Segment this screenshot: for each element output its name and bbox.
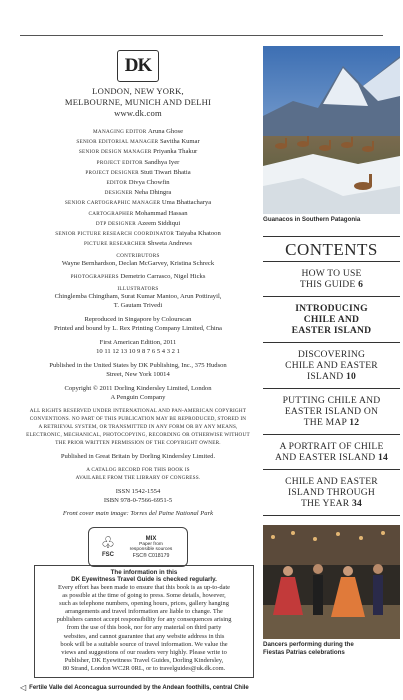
toc-item-line — [265, 268, 398, 279]
info-body-line: views and suggestions of our readers very highly. Please write to — [61, 648, 227, 656]
imprint-column — [22, 44, 254, 573]
toc-page-number: 14 — [378, 452, 388, 463]
credit-name: Azeem Siddiqui — [137, 219, 181, 227]
toc-list — [263, 262, 400, 516]
toc-item-text: CHILE AND EASTER — [285, 476, 378, 487]
credit-role: SENIOR PICTURE RESEARCH COORDINATOR — [55, 231, 175, 238]
contributors-names: Wayne Bernhardson, Declan McGarvey, Kristina Schreck — [61, 260, 215, 268]
publisher-website: www.dk.com — [114, 108, 162, 118]
dk-logo — [117, 50, 159, 82]
credit-role: DESIGNER — [104, 190, 133, 197]
toc-item-line — [265, 406, 398, 417]
credit-role: CARTOGRAPHER — [88, 210, 134, 217]
fsc-mix: MIX — [145, 535, 157, 542]
edition-info — [22, 338, 254, 356]
toc-item-text: PUTTING CHILE AND — [282, 395, 381, 406]
info-body-line: as possible at the time of going to press. Some details, however, — [62, 592, 226, 600]
credit-row — [22, 158, 254, 168]
credit-name: Stuti Tiwari Bhatia — [140, 168, 191, 176]
credit-role: DTP DESIGNER — [95, 220, 136, 227]
toc-page-number: 12 — [349, 417, 360, 428]
toc-item[interactable] — [263, 389, 400, 435]
credit-role: PROJECT EDITOR — [96, 159, 143, 166]
toc-page-number: 10 — [346, 371, 356, 382]
toc-item-text: ISLAND — [307, 371, 344, 382]
info-body-line: book will be a suitable source of travel information. We value the — [60, 640, 228, 648]
info-body-line: publishers cannot accept responsibility for any consequences arising — [56, 616, 232, 624]
credit-role: PICTURE RESEARCHER — [83, 241, 147, 248]
cities-line-2: MELBOURNE, MUNICH AND DELHI — [64, 97, 212, 107]
contributors-label: CONTRIBUTORS — [116, 253, 160, 260]
issn: ISSN 1542-1554 — [115, 488, 161, 496]
rights-line: A RETRIEVAL SYSTEM, OR TRANSMITTED IN ANY FORM OR BY ANY MEANS, — [38, 424, 238, 431]
toc-item[interactable] — [263, 435, 400, 470]
photographers-label: PHOTOGRAPHERS — [70, 274, 119, 281]
toc-page-number: 6 — [358, 279, 364, 290]
info-body-line: Publisher, DK Eyewitness Travel Guides, Dorling Kindersley, — [64, 656, 224, 664]
bottom-caption-text: Fertile Valle del Aconcagua surrounded by the Andean foothills, central Chile — [29, 684, 249, 691]
credit-name: Shweta Andrews — [147, 240, 193, 248]
info-body-line: websites, and cannot guarantee that any website address in this — [63, 632, 225, 640]
info-body-line: 80 Strand, London WC2R 0RL, or to travelguides@uk.dk.com. — [62, 664, 226, 672]
credits-list — [22, 127, 254, 249]
catalog-line-2: AVAILABLE FROM THE LIBRARY OF CONGRESS. — [75, 475, 201, 482]
credit-row — [22, 219, 254, 229]
info-body-line: Every effort has been made to ensure that this book is as up-to-date — [57, 584, 231, 591]
rights-line: CONVENTIONS. NO PART OF THIS PUBLICATION MAY BE REPRODUCED, STORED IN — [29, 416, 247, 423]
toc-item-text: THIS GUIDE — [299, 279, 356, 290]
copyright-line-2: A Penguin Company — [110, 394, 166, 402]
credit-name: Divya Chowfin — [128, 179, 170, 187]
credit-role: SENIOR DESIGN MANAGER — [78, 149, 152, 156]
toc-item-text: CHILE AND — [303, 314, 360, 325]
guanacos-illustration — [263, 46, 400, 214]
fsc-text — [121, 536, 181, 559]
toc-page-number: 34 — [352, 498, 363, 509]
credit-name: Taiyaba Khatoon — [175, 230, 221, 238]
published-gb: Published in Great Britain by Dorling Kindersley Limited. — [60, 453, 216, 461]
credit-row — [22, 168, 254, 178]
illustrators-line-2: T. Gautam Trivedi — [113, 302, 163, 310]
toc-item-line — [265, 476, 398, 487]
info-heading-1: The information in this — [110, 569, 178, 576]
toc-item-line — [265, 325, 398, 336]
credit-row — [22, 239, 254, 249]
credit-row — [22, 209, 254, 219]
catalog-line-1: A CATALOG RECORD FOR THIS BOOK IS — [86, 467, 190, 474]
copyright-line-1: Copyright © 2011 Dorling Kindersley Limited, London — [64, 385, 212, 393]
rights-line: THE PRIOR WRITTEN PERMISSION OF THE COPYRIGHT OWNER. — [55, 440, 221, 447]
edition-line-1: First American Edition, 2011 — [99, 339, 177, 347]
toc-item-text: ISLAND THROUGH — [287, 487, 376, 498]
credit-name: Mohammad Hassan — [134, 209, 188, 217]
info-body-line: arrangements and travel information are liable to change. The — [65, 608, 223, 616]
published-line-2: Street, New York 10014 — [106, 371, 170, 379]
publisher-cities — [22, 86, 254, 108]
printing-line-2: Printed and bound by L. Rex Printing Company Limited, China — [54, 325, 222, 333]
toc-item-text: HOW TO USE — [301, 268, 362, 279]
toc-item-text: INTRODUCING — [295, 303, 368, 314]
toc-item-line — [265, 371, 398, 382]
credit-row — [22, 188, 254, 198]
illustrators-names — [22, 292, 254, 310]
credit-row — [22, 198, 254, 208]
dancers-caption-line-1: Dancers performing during the — [263, 641, 354, 648]
toc-item-line — [265, 395, 398, 406]
credit-role: EDITOR — [106, 180, 128, 187]
credit-role: SENIOR EDITORIAL MANAGER — [76, 139, 159, 146]
isbn: ISBN 978-0-7566-6951-5 — [103, 497, 173, 505]
toc-item-line — [265, 441, 398, 452]
fsc-paper-line-1: Paper from — [139, 541, 163, 547]
toc-item-line — [265, 487, 398, 498]
dancers-photo — [263, 525, 400, 639]
credit-name: Uma Bhattacharya — [161, 199, 212, 207]
credit-name: Sandhya Iyer — [144, 158, 180, 166]
info-notice-box — [34, 565, 254, 678]
toc-item-line — [265, 360, 398, 371]
caption-pointer-icon: ◁ — [20, 683, 27, 692]
info-body — [39, 584, 249, 673]
dk-logo-text: DK — [124, 55, 152, 76]
published-line-1: Published in the United States by DK Publishing, Inc., 375 Hudson — [49, 362, 227, 370]
credit-name: Savitha Kumar — [159, 138, 200, 146]
printing-info — [22, 315, 254, 333]
rights-line: ALL RIGHTS RESERVED UNDER INTERNATIONAL AND PAN-AMERICAN COPYRIGHT — [29, 408, 247, 415]
credit-role: PROJECT DESIGNER — [85, 169, 139, 176]
toc-item-text: EASTER ISLAND — [291, 325, 372, 336]
contents-title: CONTENTS — [263, 236, 400, 262]
toc-item-line — [265, 279, 398, 290]
credit-role: SENIOR CARTOGRAPHIC MANAGER — [64, 200, 161, 207]
printing-line-1: Reproduced in Singapore by Colourscan — [84, 316, 192, 324]
credit-row — [22, 147, 254, 157]
toc-item-line — [265, 303, 398, 314]
bottom-photo-caption — [20, 683, 249, 692]
cities-line-1: LONDON, NEW YORK, — [92, 86, 184, 96]
toc-item-line — [265, 498, 398, 509]
toc-item-text: CHILE AND EASTER — [285, 360, 378, 371]
toc-item-text: THE YEAR — [300, 498, 350, 509]
toc-item[interactable] — [263, 297, 400, 343]
toc-item[interactable] — [263, 262, 400, 297]
fsc-badge — [88, 527, 188, 567]
info-heading-2: DK Eyewitness Travel Guide is checked regularly. — [71, 576, 217, 583]
cover-caption: Front cover main image: Torres del Paine National Park — [62, 510, 214, 518]
fsc-logo-label: FSC — [102, 552, 114, 559]
illustrators-label: ILLUSTRATORS — [117, 286, 159, 293]
catalog-record — [22, 466, 254, 482]
toc-item[interactable] — [263, 343, 400, 389]
credit-row — [22, 178, 254, 188]
guanacos-photo — [263, 46, 400, 214]
credit-name: Aruna Ghose — [148, 128, 183, 135]
toc-item-text: DISCOVERING — [297, 349, 366, 360]
toc-item[interactable] — [263, 470, 400, 516]
credit-role: MANAGING EDITOR — [92, 129, 147, 135]
credit-name: Priyanka Thakur — [153, 148, 198, 156]
rights-line: ELECTRONIC, MECHANICAL, PHOTOCOPYING, RECORDING OR OTHERWISE WITHOUT — [26, 432, 250, 439]
credit-row — [22, 137, 254, 147]
contents-column — [263, 46, 400, 656]
dancers-caption-line-2: Fiestas Patrias celebrations — [263, 648, 345, 656]
toc-item-text: A PORTRAIT OF CHILE — [279, 441, 384, 452]
toc-item-line — [265, 314, 398, 325]
dancers-illustration — [263, 525, 400, 639]
fsc-paper-line-2: responsible sources — [129, 547, 173, 553]
info-body-line: such as telephone numbers, opening hours, prices, gallery hanging — [59, 600, 229, 608]
photographers-names: Demetrio Carrasco, Nigel Hicks — [120, 273, 206, 281]
toc-item-text: AND EASTER ISLAND — [274, 452, 376, 463]
toc-item-line — [265, 349, 398, 360]
copyright-info — [22, 384, 254, 402]
credit-row — [22, 229, 254, 239]
toc-item-text: EASTER ISLAND ON — [284, 406, 379, 417]
fsc-tree-icon: ♧ FSC — [100, 535, 116, 559]
illustrators-line-1: Chinglemba Chingtham, Surat Kumar Mantoo, Arun Pottirayil, — [54, 293, 222, 301]
rights-statement — [22, 407, 254, 447]
edition-line-2: 10 11 12 13 10 9 8 7 6 5 4 3 2 1 — [96, 348, 180, 356]
info-body-line: from the use of this book, nor for any material on third party — [66, 624, 222, 632]
credit-name: Neha Dhingra — [134, 189, 172, 197]
top-rule — [20, 35, 383, 36]
published-us — [22, 361, 254, 379]
toc-item-line — [265, 452, 398, 463]
guanacos-caption: Guanacos in Southern Patagonia — [263, 216, 361, 223]
toc-item-text: THE MAP — [303, 417, 347, 428]
photographers-line — [22, 272, 254, 282]
toc-item-line — [265, 417, 398, 428]
credit-row — [22, 127, 254, 137]
dancers-caption — [263, 641, 400, 656]
fsc-code: FSC® C018179 — [132, 552, 170, 559]
